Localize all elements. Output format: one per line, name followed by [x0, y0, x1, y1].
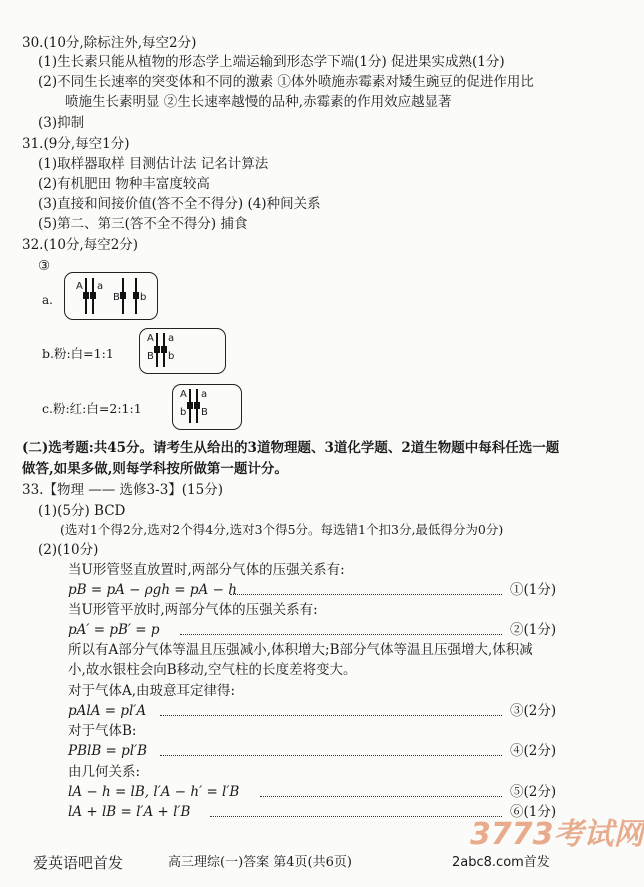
allele-label: B — [201, 407, 208, 418]
chromosome — [163, 333, 165, 367]
q31-line-3: (3)直接和间接价值(答不全不得分) (4)种间关系 — [38, 196, 321, 212]
q33-text-4: 小,故水银柱会向B移动,空气柱的长度差将变大。 — [68, 662, 357, 678]
q31-line-1: (1)取样器取样 目测估计法 记名计算法 — [38, 156, 269, 172]
allele-label: b — [140, 292, 147, 303]
q31-line-4: (5)第二、第三(答不全不得分) 捕食 — [38, 216, 248, 232]
q33-text-1: 当U形管竖直放置时,两部分气体的压强关系有: — [68, 562, 345, 578]
equation-2-score: ②(1分) — [510, 622, 557, 638]
allele-label: A — [76, 281, 83, 292]
allele-label: B — [113, 292, 120, 303]
q33-part-1-note: (选对1个得2分,选对2个得4分,选对3个得5分。每选错1个扣3分,最低得分为0分) — [60, 522, 504, 537]
equation-5-score: ⑤(2分) — [510, 784, 557, 800]
q30-line-4: (3)抑制 — [38, 115, 85, 131]
chromosome — [92, 278, 94, 314]
q33-text-2: 当U形管平放时,两部分气体的压强关系有: — [68, 602, 318, 618]
q32-a-label: a. — [42, 293, 53, 307]
allele-label: a — [201, 389, 208, 400]
allele-label: b — [168, 351, 175, 362]
chromosome — [135, 278, 137, 314]
equation-4-score: ④(2分) — [510, 743, 557, 759]
equation-6-score: ⑥(1分) — [510, 804, 557, 820]
cell-diagram-c — [172, 384, 242, 430]
allele-label: A — [147, 333, 154, 344]
q33-text-5: 对于气体A,由玻意耳定律得: — [68, 683, 236, 699]
cell-diagram-b — [139, 328, 226, 374]
footer-right-text: 2abc8.com首发 — [452, 855, 550, 870]
q33-text-7: 由几何关系: — [68, 764, 141, 780]
equation-3-score: ③(2分) — [510, 703, 557, 719]
equation-5: lA − h = lB, l′A − h′ = l′B — [68, 784, 240, 800]
chromosome — [196, 389, 198, 423]
q32-header: 32.(10分,每空2分) — [22, 237, 139, 253]
q32-circle-3: ③ — [38, 258, 51, 274]
footer-left-text: 爱英语吧首发 — [33, 854, 124, 872]
section-2-intro-line-2: 做答,如果多做,则每学科按所做第一题计分。 — [22, 461, 288, 477]
q31-header: 31.(9分,每空1分) — [22, 136, 130, 152]
section-2-intro-line-1: (二)选考题:共45分。请考生从给出的3道物理题、3道化学题、2道生物题中每科任选一题 — [22, 440, 560, 456]
watermark-logo: 3773考试网 — [470, 817, 644, 852]
chromosome — [122, 278, 124, 314]
q33-text-6: 对于气体B: — [68, 723, 137, 739]
chromosome — [85, 278, 87, 314]
q32-b-label: b.粉:白=1:1 — [42, 346, 114, 361]
chromosome — [156, 333, 158, 367]
q30-line-3: 喷施生长素明显 ②生长速率越慢的品种,赤霉素的作用效应越显著 — [65, 94, 452, 110]
allele-label: B — [147, 351, 154, 362]
footer-page-info: 高三理综(一)答案 第4页(共6页) — [168, 855, 352, 870]
equation-2: pA′ = pB′ = p — [68, 622, 160, 638]
q32-c-label: c.粉:红:白=2:1:1 — [42, 401, 142, 416]
chromosome — [189, 389, 191, 423]
equation-6: lA + lB = l′A + l′B — [68, 804, 191, 820]
allele-label: a — [97, 281, 104, 292]
equation-1-score: ①(1分) — [510, 582, 557, 598]
q30-line-2: (2)不同生长速率的突变体和不同的激素 ①体外喷施赤霉素对矮生豌豆的促进作用比 — [38, 74, 534, 90]
equation-4: PBlB = pl′B — [68, 743, 148, 759]
q33-header: 33.【物理 —— 选修3-3】(15分) — [22, 482, 224, 498]
equation-1: pB = pA − ρgh = pA − h — [68, 582, 237, 598]
q33-part-2: (2)(10分) — [38, 542, 99, 558]
q31-line-2: (2)有机肥田 物种丰富度较高 — [38, 176, 210, 192]
q30-line-1: (1)生长素只能从植物的形态学上端运输到形态学下端(1分) 促进果实成熟(1分) — [38, 54, 505, 70]
q30-header: 30.(10分,除标注外,每空2分) — [22, 35, 197, 51]
allele-label: b — [180, 407, 187, 418]
equation-3: pAlA = pl′A — [68, 703, 147, 719]
allele-label: a — [168, 333, 175, 344]
q33-part-1: (1)(5分) BCD — [38, 503, 126, 519]
allele-label: A — [180, 389, 187, 400]
cell-diagram-a — [64, 272, 158, 320]
q33-text-3: 所以有A部分气体等温且压强减小,体积增大;B部分气体等温且压强增大,体积减 — [68, 642, 533, 658]
